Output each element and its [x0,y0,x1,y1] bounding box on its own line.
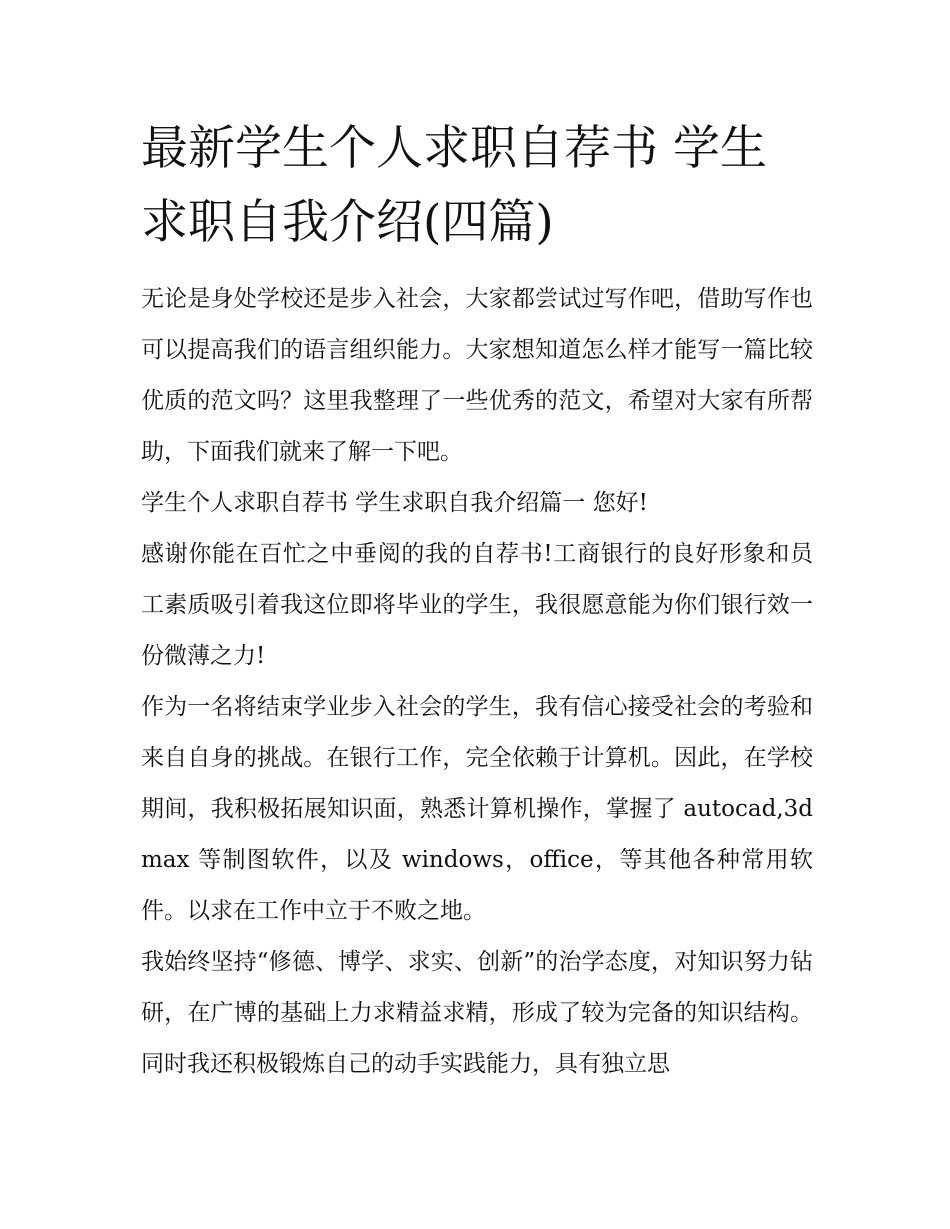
gratitude-paragraph: 感谢你能在百忙之中垂阅的我的自荐书!工商银行的良好形象和员工素质吸引着我这位即将毕业的学生，我很愿意能为你们银行效一份微薄之力! [141,541,813,669]
document-title: 最新学生个人求职自荐书 学生求职自我介绍(四篇) [141,121,767,250]
document-body [141,112,813,1090]
attitude-paragraph: 我始终坚持“修德、博学、求实、创新”的治学态度，对知识努力钻研，在广博的基础上力求精益求精，形成了较为完备的知识结构。同时我还积极锻炼自己的动手实践能力，具有独立思 [141,949,813,1077]
skills-paragraph: 作为一名将结束学业步入社会的学生，我有信心接受社会的考验和来自自身的挑战。在银行工作，完全依赖于计算机。因此，在学校期间，我积极拓展知识面，熟悉计算机操作，掌握了 autocad,3dmax 等制图软件，以及 windows，office，等其他各种常用软件。以求在工作中立于不败之地。 [141,694,813,924]
intro-paragraph: 无论是身处学校还是步入社会，大家都尝试过写作吧，借助写作也可以提高我们的语言组织能力。大家想知道怎么样才能写一篇比较优质的范文吗？这里我整理了一些优秀的范文，希望对大家有所帮助，下面我们就来了解一下吧。 [141,286,813,465]
section-heading-paragraph: 学生个人求职自荐书 学生求职自我介绍篇一 您好! [141,490,648,516]
